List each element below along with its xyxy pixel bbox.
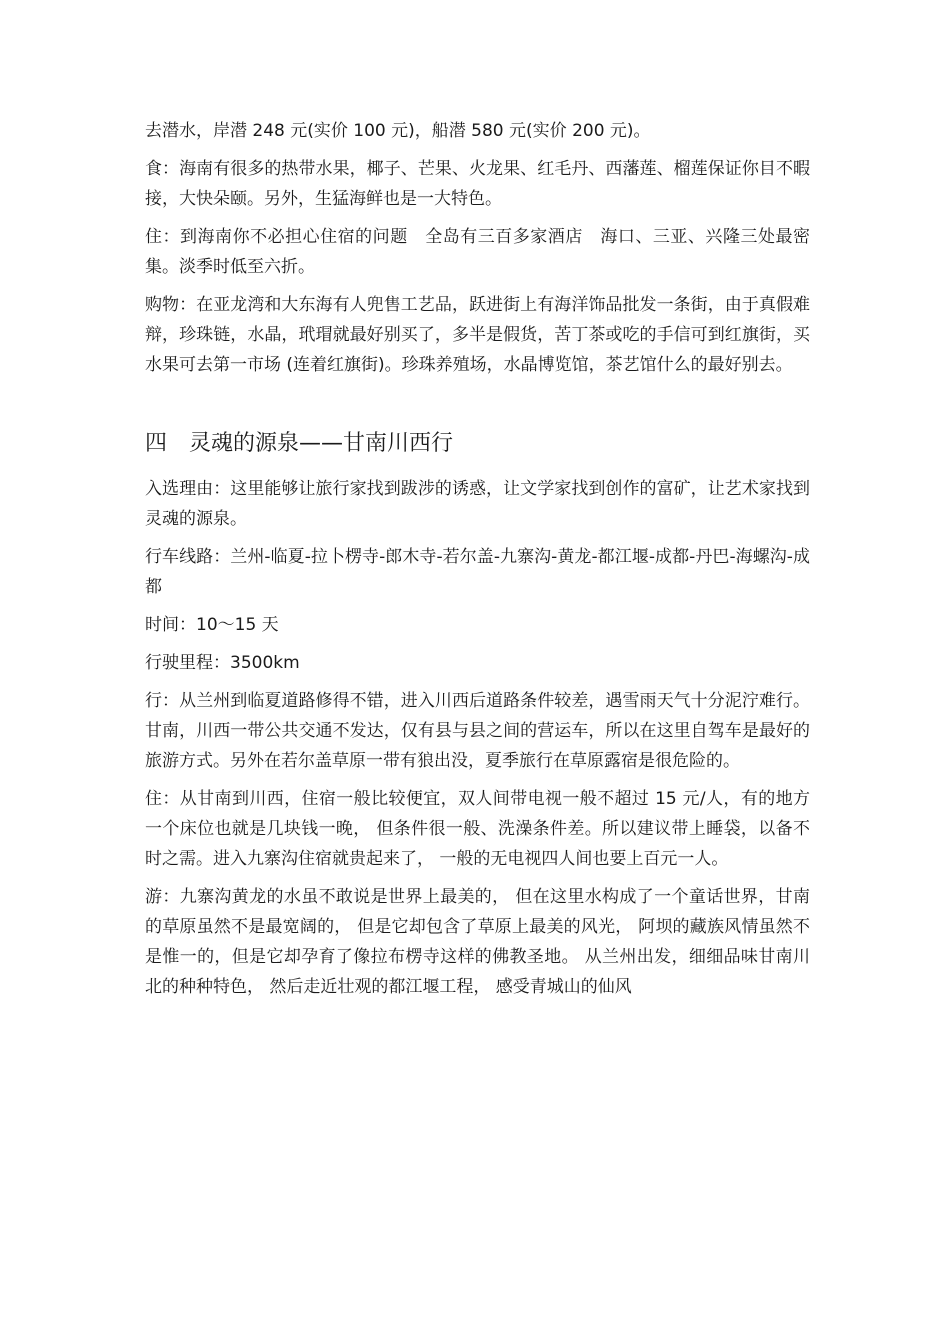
- section-heading: 四 灵魂的源泉——甘南川西行: [145, 431, 454, 456]
- paragraph-duration: 时间：10～15 天: [145, 615, 279, 635]
- paragraph-sightseeing: 游：九寨沟黄龙的水虽不敢说是世界上最美的， 但在这里水构成了一个童话世界，甘南的草原虽然不是最宽阔的， 但是它却包含了草原上最美的风光， 阿坝的藏族风情虽然不是惟一的，但是它却孕育了像拉布楞寺这样的佛教圣地。 从兰州出发，细细品味甘南川北的种种特色， 然后走近壮观的都江堰工程， 感受青城山的仙风: [145, 887, 810, 997]
- paragraph-route: 行车线路：兰州-临夏-拉卜楞寺-郎木寺-若尔盖-九寨沟-黄龙-都江堰-成都-丹巴-海螺沟-成都: [145, 547, 810, 597]
- paragraph-mileage: 行驶里程：3500km: [145, 653, 300, 673]
- paragraph-lodging-west: 住：从甘南到川西，住宿一般比较便宜，双人间带电视一般不超过 15 元/人，有的地方一个床位也就是几块钱一晚， 但条件很一般、洗澡条件差。所以建议带上睡袋，以备不时之需。进入九寨沟住宿就贵起来了， 一般的无电视四人间也要上百元一人。: [145, 789, 810, 869]
- paragraph-diving-prices: 去潜水，岸潜 248 元(实价 100 元)，船潜 580 元(实价 200 元)。: [145, 121, 651, 141]
- paragraph-lodging-hainan: 住：到海南你不必担心住宿的问题 全岛有三百多家酒店 海口、三亚、兴隆三处最密集。淡季时低至六折。: [145, 227, 810, 277]
- paragraph-travel: 行：从兰州到临夏道路修得不错，进入川西后道路条件较差，遇雪雨天气十分泥泞难行。甘南，川西一带公共交通不发达，仅有县与县之间的营运车，所以在这里自驾车是最好的旅游方式。另外在若尔盖草原一带有狼出没，夏季旅行在草原露宿是很危险的。: [145, 691, 810, 771]
- paragraph-shopping: 购物：在亚龙湾和大东海有人兜售工艺品，跃进街上有海洋饰品批发一条街，由于真假难辩，珍珠链，水晶，玳瑁就最好别买了，多半是假货，苦丁茶或吃的手信可到红旗街，买水果可去第一市场 (连着红旗街)。珍珠养殖场，水晶博览馆，茶艺馆什么的最好别去。: [145, 295, 810, 375]
- document-body: [145, 116, 810, 1010]
- paragraph-selection-reason: 入选理由：这里能够让旅行家找到跋涉的诱惑，让文学家找到创作的富矿，让艺术家找到灵魂的源泉。: [145, 479, 810, 529]
- paragraph-food: 食：海南有很多的热带水果，椰子、芒果、火龙果、红毛丹、西藩莲、榴莲保证你目不暇接，大快朵颐。另外，生猛海鲜也是一大特色。: [145, 159, 810, 209]
